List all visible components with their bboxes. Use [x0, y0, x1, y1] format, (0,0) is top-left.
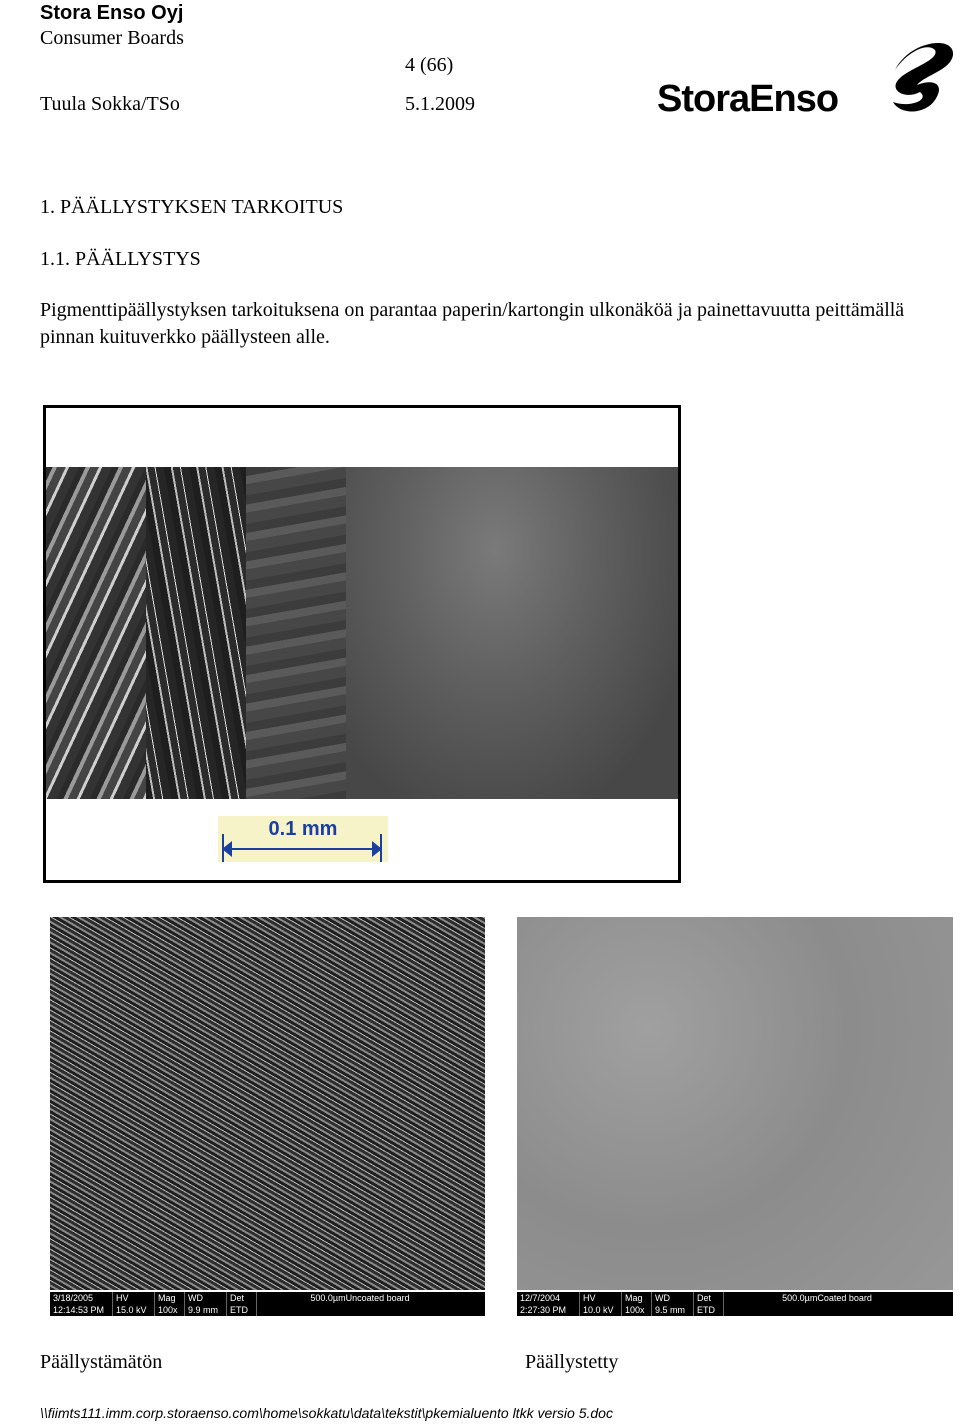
- page-number: 4 (66): [405, 54, 454, 76]
- body-paragraph: Pigmenttipäällystyksen tarkoituksena on parantaa paperin/kartongin ulkonäköä ja painettavuutta peittämällä pinnan kuituverkko päällysteen alle.: [40, 299, 905, 348]
- sem-date: 12/7/2004: [520, 1293, 561, 1303]
- sem-panel-medium-coat: [246, 467, 346, 799]
- coating-comparison-figure: [43, 405, 681, 883]
- sem-hv: 15.0 kV: [116, 1305, 147, 1315]
- company-name: Stora Enso Oyj: [40, 2, 184, 24]
- sem-mag: 100x: [158, 1305, 178, 1315]
- sem-hv: 10.0 kV: [583, 1305, 614, 1315]
- section-heading: 1. PÄÄLLYSTYKSEN TARKOITUS: [40, 196, 344, 218]
- logo-wordmark: StoraEnso: [657, 78, 839, 120]
- sem-image-uncoated: [50, 917, 485, 1290]
- sem-sample: Coated board: [817, 1293, 872, 1303]
- sem-time: 12:14:53 PM: [53, 1305, 105, 1315]
- sem-strip-image: [46, 467, 678, 799]
- sem-scale: 500.0µm: [782, 1293, 818, 1303]
- sem-wd: 9.9 mm: [188, 1305, 219, 1315]
- sem-det: ETD: [697, 1305, 715, 1315]
- sem-wd: 9.5 mm: [655, 1305, 686, 1315]
- sem-panel-full-coat: [346, 467, 678, 799]
- stora-enso-logo: [655, 30, 955, 122]
- scale-arrow-icon: [224, 848, 380, 850]
- footer-file-path: \\fiimts111.imm.corp.storaenso.com\home\sokkatu\data\tekstit\pkemialuento ltkk versio 5.doc: [40, 1405, 613, 1421]
- sem-databar-coated: 12/7/2004 2:27:30 PM HV 10.0 kV Mag 100x WD 9.5 mm Det ETD 500.0µmCoated board: [517, 1292, 953, 1316]
- sem-sample: Uncoated board: [345, 1293, 410, 1303]
- sem-scale: 500.0µm: [310, 1293, 346, 1303]
- sem-mag: 100x: [625, 1305, 645, 1315]
- scale-bar-label: 0.1 mm: [268, 818, 338, 840]
- scale-bar: [218, 816, 388, 862]
- sem-det: ETD: [230, 1305, 248, 1315]
- author: Tuula Sokka/TSo: [40, 93, 180, 115]
- department: Consumer Boards: [40, 27, 184, 49]
- sem-image-coated: [517, 917, 953, 1290]
- subsection-heading: 1.1. PÄÄLLYSTYS: [40, 248, 201, 270]
- document-date: 5.1.2009: [405, 93, 475, 115]
- sem-databar-uncoated: 3/18/2005 12:14:53 PM HV 15.0 kV Mag 100x WD 9.9 mm Det ETD 500.0µmUncoated board: [50, 1292, 485, 1316]
- sem-panel-uncoated: [46, 467, 146, 799]
- sem-time: 2:27:30 PM: [520, 1305, 567, 1315]
- caption-coated: Päällystetty: [525, 1351, 619, 1373]
- sem-panel-light-coat: [146, 467, 246, 799]
- caption-uncoated: Päällystämätön: [40, 1351, 163, 1373]
- sem-date: 3/18/2005: [53, 1293, 94, 1303]
